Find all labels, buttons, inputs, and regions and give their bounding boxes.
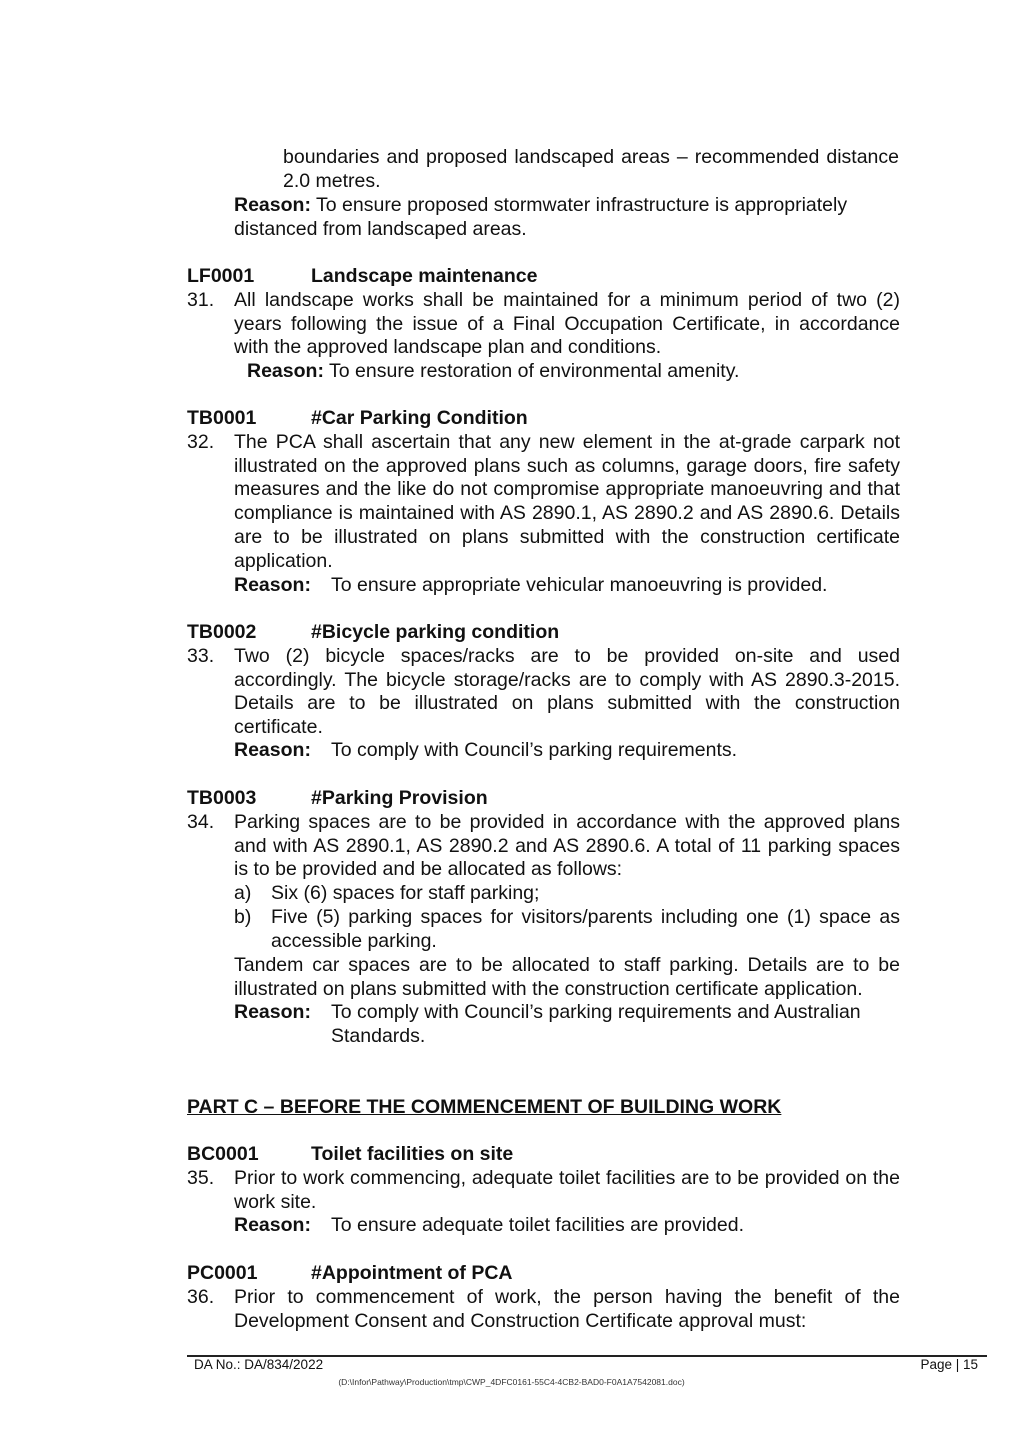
list-marker: b) (234, 906, 252, 928)
condition-reason (234, 574, 900, 598)
condition-number: 36. (187, 1286, 215, 1308)
reason-text: To comply with Council’s parking requirements. (331, 739, 738, 761)
condition-code: TB0003 (187, 787, 257, 809)
condition-code: TB0001 (187, 407, 257, 429)
condition-code: BC0001 (187, 1143, 259, 1165)
footer-file-path: (D:\Infor\Pathway\Production\tmp\CWP_4DFC0161-55C4-4CB2-BAD0-F0A1A7542081.doc) (338, 1377, 685, 1387)
condition-title: #Bicycle parking condition (311, 621, 560, 643)
condition-reason (234, 739, 900, 763)
condition-title: #Parking Provision (311, 787, 488, 809)
condition-heading (187, 787, 488, 811)
condition-reason (234, 1214, 900, 1238)
footer-page-number: Page | 15 (920, 1357, 978, 1372)
reason-label: Reason: (234, 574, 311, 596)
list-item: Six (6) spaces for staff parking; (271, 882, 540, 904)
continued-reason (234, 194, 900, 241)
reason-label: Reason: (247, 360, 324, 382)
condition-text: Parking spaces are to be provided in accordance with the approved plans and with AS 2890.1, AS 2890.2 and AS 2890.6. A total of 11 parking spaces is to be provided and be allocated as follows: (234, 811, 900, 881)
condition-title: Landscape maintenance (311, 265, 538, 287)
reason-text: To ensure adequate toilet facilities are provided. (331, 1214, 745, 1236)
condition-title: #Car Parking Condition (311, 407, 528, 429)
condition-number: 34. (187, 811, 215, 833)
reason-text: To ensure restoration of environmental amenity. (329, 360, 740, 382)
list-item: Five (5) parking spaces for visitors/parents including one (1) space as accessible parking. (271, 906, 900, 952)
condition-title: Toilet facilities on site (311, 1143, 514, 1165)
condition-heading (187, 265, 538, 289)
condition-text: Prior to commencement of work, the person having the benefit of the Development Consent and Construction Certificate approval must: (234, 1286, 900, 1332)
condition-code: PC0001 (187, 1262, 258, 1284)
condition-after-text: Tandem car spaces are to be allocated to staff parking. Details are to be illustrated on plans submitted with the construction certificate application. (234, 954, 900, 1000)
condition-code: TB0002 (187, 621, 257, 643)
condition-heading (187, 621, 559, 645)
reason-text: To comply with Council’s parking requirements and Australian Standards. (331, 1001, 861, 1047)
condition-text: All landscape works shall be maintained for a minimum period of two (2) years following the issue of a Final Occupation Certificate, in accordance with the approved landscape plan and conditions. (234, 289, 900, 359)
condition-heading (187, 1143, 513, 1167)
condition-number: 35. (187, 1167, 215, 1189)
condition-code: LF0001 (187, 265, 255, 287)
condition-reason (247, 360, 897, 384)
reason-label: Reason: (234, 194, 311, 216)
condition-number: 33. (187, 645, 215, 667)
reason-label: Reason: (234, 739, 311, 761)
reason-text: To ensure appropriate vehicular manoeuvring is provided. (331, 574, 828, 596)
list-marker: a) (234, 882, 252, 904)
condition-heading (187, 407, 528, 431)
condition-number: 32. (187, 431, 215, 453)
reason-label: Reason: (234, 1001, 311, 1023)
condition-title: #Appointment of PCA (311, 1262, 513, 1284)
reason-text: To ensure proposed stormwater infrastructure is appropriately distanced from landscaped areas. (234, 194, 848, 240)
condition-reason (234, 1001, 900, 1048)
condition-text: The PCA shall ascertain that any new element in the at-grade carpark not illustrated on the approved plans such as columns, garage doors, fire safety measures and the like do not compromise appropriate manoeuvring and that compliance is maintained with AS 2890.1, AS 2890.2 and AS 2890.6. Details are to be illustrated on plans submitted with the construction certificate application. (234, 431, 900, 572)
footer-da-number: DA No.: DA/834/2022 (194, 1357, 324, 1372)
continued-text: boundaries and proposed landscaped areas – recommended distance 2.0 metres. (283, 146, 899, 192)
condition-text: Two (2) bicycle spaces/racks are to be provided on-site and used accordingly. The bicycle storage/racks are to comply with AS 2890.3-2015. Details are to be illustrated on plans submitted with the construction certificate. (234, 645, 900, 739)
condition-heading (187, 1262, 512, 1286)
condition-text: Prior to work commencing, adequate toilet facilities are to be provided on the work site. (234, 1167, 900, 1213)
condition-number: 31. (187, 289, 215, 311)
part-heading: PART C – BEFORE THE COMMENCEMENT OF BUILDING WORK (187, 1096, 782, 1118)
reason-label: Reason: (234, 1214, 311, 1236)
